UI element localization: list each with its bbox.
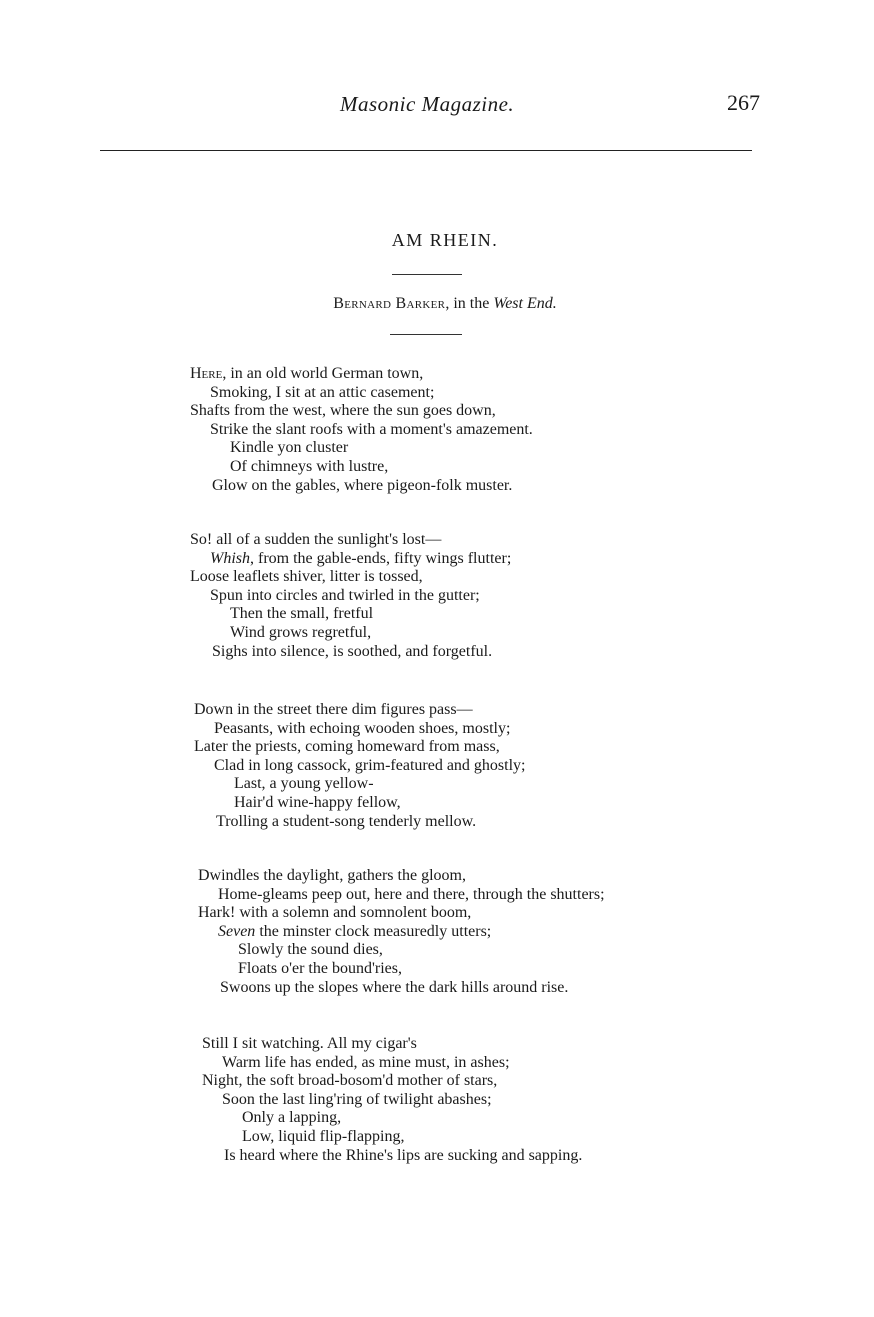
poem-line (190, 530, 441, 550)
poem-line-text: Wind grows regretful, (230, 624, 372, 641)
poem-line (234, 793, 401, 813)
poem-line (222, 1053, 510, 1073)
title-rule (392, 274, 462, 275)
poem-line-lead: Whish (210, 549, 250, 567)
poem-line-lead: Here (190, 365, 223, 382)
poem-line-text: Strike the slant roofs with a moment's amazement. (210, 420, 533, 438)
poem-line (214, 756, 525, 776)
poem-line-text: Only a lapping, (242, 1109, 342, 1127)
poem-line (230, 623, 371, 643)
poem-line (238, 940, 383, 960)
poem-line-text: Sighs into silence, is soothed, and forgetful. (212, 642, 493, 660)
poem-line (190, 364, 423, 384)
byline-connector: , in the (445, 295, 494, 312)
poem-line-text: Down in the street there dim figures pass— (194, 701, 473, 718)
byline-author: Bernard Barker (333, 295, 446, 312)
poem-line-text: Later the priests, coming homeward from mass, (194, 738, 500, 756)
page-number: 267 (727, 90, 760, 115)
poem-title: AM RHEIN. (391, 230, 499, 250)
poem-line-text: Loose leaflets shiver, litter is tossed, (190, 568, 423, 586)
poem-line-text: Of chimneys with lustre, (230, 458, 389, 475)
poem-line (216, 812, 476, 832)
poem-line-text: Floats o'er the bound'ries, (238, 960, 402, 977)
poem-line (222, 1090, 492, 1110)
poem-line (230, 457, 388, 477)
poem-line (214, 719, 510, 739)
poem-line-text: Smoking, I sit at an attic casement; (210, 383, 435, 401)
poem-line (234, 774, 374, 794)
poem-line (210, 420, 533, 440)
poem-line-text: Night, the soft broad-bosom'd mother of stars, (202, 1072, 498, 1090)
poem-line-text: Hark! with a solemn and somnolent boom, (198, 904, 472, 922)
poem-line-text: Shafts from the west, where the sun goes down, (190, 402, 496, 420)
poem-line-text: Peasants, with echoing wooden shoes, mostly; (214, 719, 511, 737)
poem-line (224, 1146, 582, 1166)
poem-line (230, 438, 348, 458)
running-title: Masonic Magazine. (340, 92, 515, 116)
poem-line-text: Then the small, fretful (230, 605, 374, 623)
poem-line (194, 737, 500, 757)
poem-line-text: Swoons up the slopes where the dark hills around rise. (220, 978, 569, 996)
poem-line (212, 476, 512, 496)
poem-line-text: So! all of a sudden the sunlight's lost— (190, 531, 442, 548)
poem-line (194, 700, 473, 720)
poem-line-text: Low, liquid flip-flapping, (242, 1128, 405, 1145)
poem-line (218, 922, 491, 942)
poem-line (190, 567, 423, 587)
poem-line-lead: Seven (218, 922, 256, 940)
poem-line-text: Clad in long cassock, grim-featured and ghostly; (214, 756, 526, 774)
poem-line (210, 383, 434, 403)
byline (0, 295, 874, 313)
poem-line (212, 642, 492, 662)
poem-line-text: Is heard where the Rhine's lips are sucking and sapping. (224, 1146, 583, 1164)
poem-line (242, 1108, 341, 1128)
poem-line (238, 959, 402, 979)
poem-line-text: , from the gable-ends, fifty wings flutter; (250, 549, 512, 567)
poem-line-text: Hair'd wine-happy fellow, (234, 794, 401, 811)
poem-line (198, 903, 471, 923)
poem-line (202, 1071, 497, 1091)
header-rule (100, 150, 752, 151)
poem-line-text: Spun into circles and twirled in the gutter; (210, 586, 480, 604)
poem-line-text: Trolling a student-song tenderly mellow. (216, 812, 477, 830)
byline-rule (390, 334, 462, 335)
poem-line-text: Dwindles the daylight, gathers the gloom, (198, 867, 466, 884)
poem-line (210, 549, 511, 569)
poem-line-text: Soon the last ling'ring of twilight abashes; (222, 1090, 492, 1108)
poem-line-text: Home-gleams peep out, here and there, through the shutters; (218, 885, 605, 903)
poem-line (198, 866, 466, 886)
poem-line-text: Kindle yon cluster (230, 439, 349, 457)
poem-line (242, 1127, 405, 1147)
poem-line-text: Glow on the gables, where pigeon-folk muster. (212, 476, 513, 494)
poem-line (220, 978, 568, 998)
poem-line-text: Warm life has ended, as mine must, in ashes; (222, 1053, 510, 1071)
poem-line (218, 885, 605, 905)
poem-line-text: the minster clock measuredly utters; (255, 922, 492, 940)
poem-line (230, 604, 373, 624)
poem-line (202, 1034, 417, 1054)
poem-line-text: Still I sit watching. All my cigar's (202, 1035, 417, 1052)
poem-line-text: Slowly the sound dies, (238, 941, 383, 959)
poem-line-text: Last, a young yellow- (234, 775, 374, 793)
poem-line-text: , in an old world German town, (222, 365, 424, 382)
byline-publication: West End. (493, 295, 557, 312)
poem-line (210, 586, 480, 606)
poem-line (190, 401, 496, 421)
